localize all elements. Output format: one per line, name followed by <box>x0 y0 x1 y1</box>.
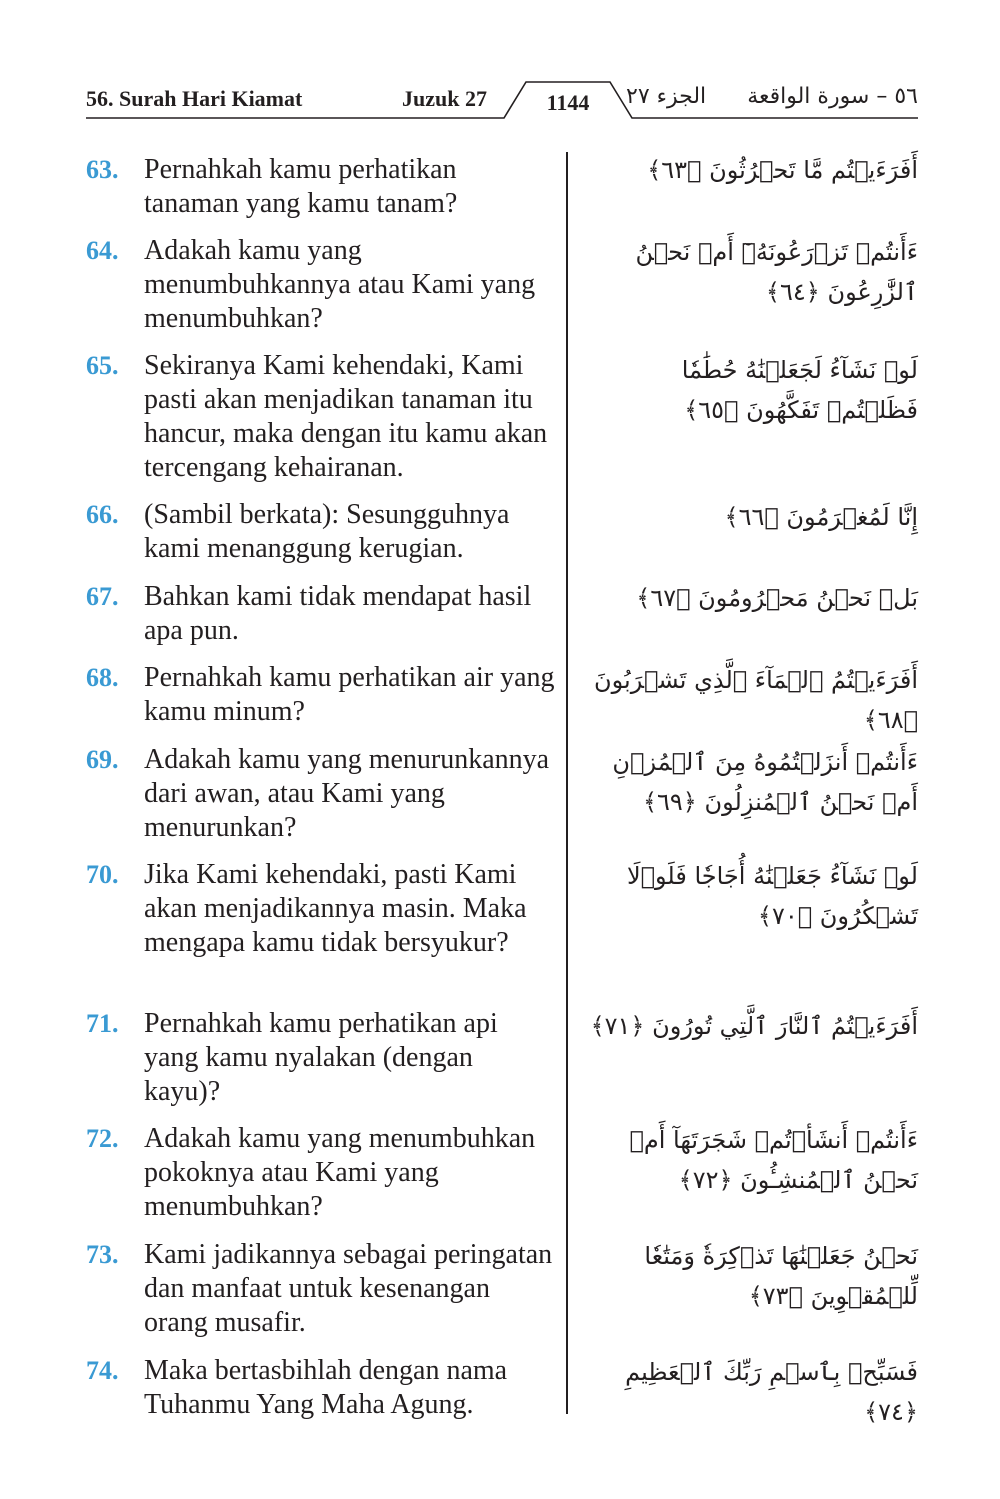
surah-title: 56. Surah Hari Kiamat <box>86 86 303 111</box>
verse-translation: Pernahkah kamu perhatikan tanaman yang kamu tanam? <box>144 154 458 219</box>
verse-number: 70. <box>86 860 119 889</box>
page-number: 1144 <box>546 90 590 115</box>
verse-73-arabic: نَحۡنُ جَعَلۡنَٰهَا تَذۡكِرَةٗ وَمَتَٰعٗا لِّلۡمُقۡوِينَ ﴿٧٣﴾ <box>644 1242 918 1310</box>
verse-66-arabic: إِنَّا لَمُغۡرَمُونَ ﴿٦٦﴾ <box>724 503 918 531</box>
verse-translation: Pernahkah kamu perhatikan air yang kamu minum? <box>144 662 555 727</box>
verse-translation: Adakah kamu yang menurunkannya dari awan, atau Kami yang menurunkan? <box>144 744 550 843</box>
verse-67-arabic: بَلۡ نَحۡنُ مَحۡرُومُونَ ﴿٦٧﴾ <box>636 584 918 612</box>
verse-number: 74. <box>86 1356 119 1385</box>
verse-number: 63. <box>86 155 119 184</box>
verse-translation: Bahkan kami tidak mendapat hasil apa pun. <box>144 581 532 646</box>
verse-65-arabic: لَوۡ نَشَآءُ لَجَعَلۡنَٰهُ حُطَٰمٗا فَظَلۡتُمۡ تَفَكَّهُونَ ﴿٦٥﴾ <box>681 356 918 424</box>
verse-number: 67. <box>86 582 119 611</box>
verse-71-arabic: أَفَرَءَيۡتُمُ ٱلنَّارَ ٱلَّتِي تُورُونَ ﴿٧١﴾ <box>590 1012 918 1040</box>
arabic-juz-label: الجزء ٢٧ <box>626 84 707 109</box>
verse-number: 66. <box>86 500 119 529</box>
verse-number: 68. <box>86 663 119 692</box>
arabic-surah-title: ٥٦ – سورة الواقعة <box>747 84 918 109</box>
verse-translation: Adakah kamu yang menumbuhkannya atau Kami yang menumbuhkan? <box>144 235 536 334</box>
verse-translation: Jika Kami kehendaki, pasti Kami akan menjadikannya masin. Maka mengapa kamu tidak bersyukur? <box>144 859 527 958</box>
verse-number: 64. <box>86 236 119 265</box>
verse-number: 71. <box>86 1009 119 1038</box>
verse-64-arabic: ءَأَنتُمۡ تَزۡرَعُونَهُۥٓ أَمۡ نَحۡنُ ٱلزَّٰرِعُونَ ﴿٦٤﴾ <box>635 238 918 306</box>
page-header <box>86 78 918 122</box>
verse-translation: (Sambil berkata): Sesungguhnya kami menanggung kerugian. <box>144 499 510 564</box>
verse-translation: Maka bertasbihlah dengan nama Tuhanmu Yang Maha Agung. <box>144 1355 508 1420</box>
verse-74-arabic: فَسَبِّحۡ بِٱسۡمِ رَبِّكَ ٱلۡعَظِيمِ ﴿٧٤﴾ <box>625 1358 918 1426</box>
verse-70-arabic: لَوۡ نَشَآءُ جَعَلۡنَٰهُ أُجَاجٗا فَلَوۡلَا تَشۡكُرُونَ ﴿٧٠﴾ <box>626 862 918 930</box>
verse-72-arabic: ءَأَنتُمۡ أَنشَأۡتُمۡ شَجَرَتَهَآ أَمۡ نَحۡنُ ٱلۡمُنشِـُٔونَ ﴿٧٢﴾ <box>629 1126 918 1194</box>
verse-number: 72. <box>86 1124 119 1153</box>
verse-translation: Adakah kamu yang menumbuhkan pokoknya atau Kami yang menumbuhkan? <box>144 1123 536 1222</box>
verse-translation: Pernahkah kamu perhatikan api yang kamu nyalakan (dengan kayu)? <box>144 1008 498 1107</box>
verse-translation: Kami jadikannya sebagai peringatan dan manfaat untuk kesenangan orang musafir. <box>144 1239 553 1338</box>
verse-translation: Sekiranya Kami kehendaki, Kami pasti akan menjadikan tanaman itu hancur, maka dengan itu kamu akan tercengang kehairanan. <box>144 350 548 483</box>
verse-number: 65. <box>86 351 119 380</box>
column-divider <box>566 152 568 1414</box>
verse-69-arabic: ءَأَنتُمۡ أَنزَلۡتُمُوهُ مِنَ ٱلۡمُزۡنِ أَمۡ نَحۡنُ ٱلۡمُنزِلُونَ ﴿٦٩﴾ <box>612 748 918 816</box>
verse-number: 73. <box>86 1240 119 1269</box>
verse-number: 69. <box>86 745 119 774</box>
verse-63-arabic: أَفَرَءَيۡتُم مَّا تَحۡرُثُونَ ﴿٦٣﴾ <box>647 156 918 184</box>
juz-label: Juzuk 27 <box>402 86 487 111</box>
verse-68-arabic: أَفَرَءَيۡتُمُ ٱلۡمَآءَ ٱلَّذِي تَشۡرَبُونَ ﴿٦٨﴾ <box>594 666 918 734</box>
